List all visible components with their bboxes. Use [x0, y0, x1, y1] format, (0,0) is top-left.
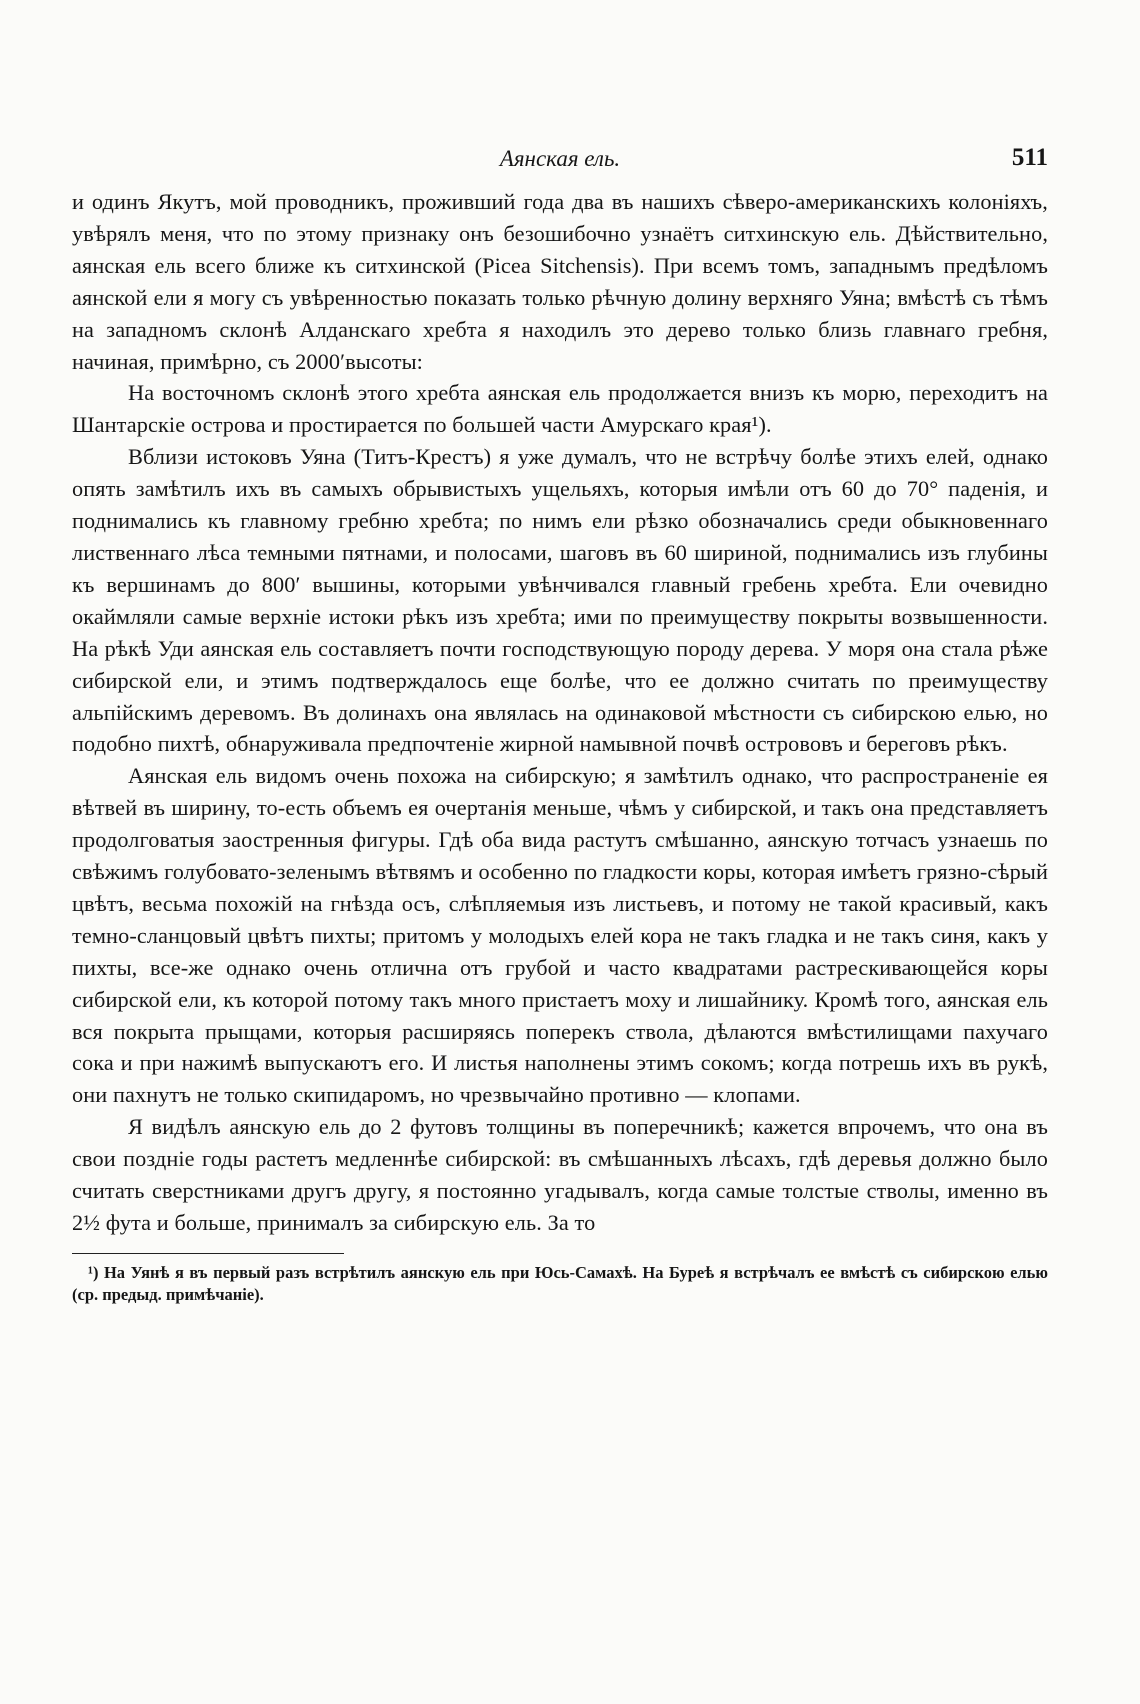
book-page — [72, 140, 1048, 1680]
body-text — [72, 186, 1048, 1239]
paragraph: Я видѣлъ аянскую ель до 2 футовъ толщины въ поперечникѣ; кажется впрочемъ, что она въ свои поздніе годы растетъ медленнѣе сибирской: въ смѣшанныхъ лѣсахъ, гдѣ деревья должно было считать сверстниками другъ другу, я постоянно угадывалъ, когда самые толстые стволы, именно въ 2½ фута и больше, принималъ за сибирскую ель. За то — [72, 1114, 1048, 1235]
page-number: 511 — [1011, 144, 1048, 171]
running-title: Аянская ель. — [499, 146, 621, 171]
paragraph: Аянская ель видомъ очень похожа на сибирскую; я замѣтилъ однако, что распространеніе ея вѣтвей въ ширину, то-есть объемъ ея очертанія меньше, чѣмъ у сибирской, и такъ она представляетъ продолговатыя заостренныя фигуры. Гдѣ оба вида растутъ смѣшанно, аянскую тотчасъ узнаешь по свѣжимъ голубовато-зеленымъ вѣтвямъ и особенно по гладкости коры, которая имѣетъ грязно-сѣрый цвѣтъ, весьма похожій на гнѣзда осъ, слѣпляемыя изъ листьевъ, и потому не такой красивый, какъ темно-сланцовый цвѣтъ пихты; притомъ у молодыхъ елей кора не такъ гладка и не такъ синя, какъ у пихты, все-же однако очень отлична отъ грубой и часто квадратами растрескивающейся коры сибирской ели, къ которой потому такъ много пристаетъ моху и лишайнику. Кромѣ того, аянская ель вся покрыта прыщами, которыя расширяясь поперекъ ствола, дѣлаются вмѣстилищами пахучаго сока и при нажимѣ выпускаютъ его. И листья наполнены этимъ сокомъ; когда потрешь ихъ въ рукѣ, они пахнутъ не только скипидаромъ, но чрезвычайно противно — клопами. — [72, 763, 1048, 1108]
paragraph: Вблизи истоковъ Уяна (Титъ-Крестъ) я уже думалъ, что не встрѣчу болѣе этихъ елей, однако опять замѣтилъ ихъ въ самыхъ обрывистыхъ ущельяхъ, которыя имѣли отъ 60 до 70° паденія, и поднимались къ главному гребню хребта; по нимъ ели рѣзко обозначались среди обыкновеннаго лиственнаго лѣса темными пятнами, и полосами, шаговъ въ 60 шириной, поднимались изъ глубины къ вершинамъ до 800′ вышины, которыми увѣнчивался главный гребень хребта. Ели очевидно окаймляли самые верхніе истоки рѣкъ изъ хребта; ими по преимуществу покрыты возвышенности. На рѣкѣ Уди аянская ель составляетъ почти господствующую породу дерева. У моря она стала рѣже сибирской ели, и этимъ подтверждалось еще болѣе, что ее должно считать по преимуществу альпійскимъ деревомъ. Въ долинахъ она являлась на одинаковой мѣстности съ сибирскою елью, но подобно пихтѣ, обнаруживала предпочтеніе жирной намывной почвѣ острововъ и береговъ рѣкъ. — [72, 444, 1048, 757]
paragraph-continuation: и одинъ Якутъ, мой проводникъ, проживший года два въ нашихъ сѣверо-американскихъ колоніяхъ, увѣрялъ меня, что по этому признаку онъ безошибочно узнаётъ ситхинскую ель. Дѣйствительно, аянская ель всего ближе къ ситхинской (Picea Sitchensis). При всемъ томъ, западнымъ предѣломъ аянской ели я могу съ увѣренностью показать только рѣчную долину верхняго Уяна; вмѣстѣ съ тѣмъ на западномъ склонѣ Алданскаго хребта я находилъ это дерево только близь главнаго гребня, начиная, примѣрно, съ 2000′высоты: — [72, 189, 1048, 374]
footnote-divider — [72, 1253, 344, 1254]
footnote: ¹) На Уянѣ я въ первый разъ встрѣтилъ аянскую ель при Юсь-Самахѣ. На Буреѣ я встрѣчалъ ее вмѣстѣ съ сибирскою елью (ср. предыд. примѣчаніе). — [72, 1262, 1048, 1304]
paragraph: На восточномъ склонѣ этого хребта аянская ель продолжается внизъ къ морю, переходитъ на Шантарскіе острова и простирается по большей части Амурскаго края¹). — [72, 380, 1048, 438]
page-header — [72, 140, 1048, 186]
